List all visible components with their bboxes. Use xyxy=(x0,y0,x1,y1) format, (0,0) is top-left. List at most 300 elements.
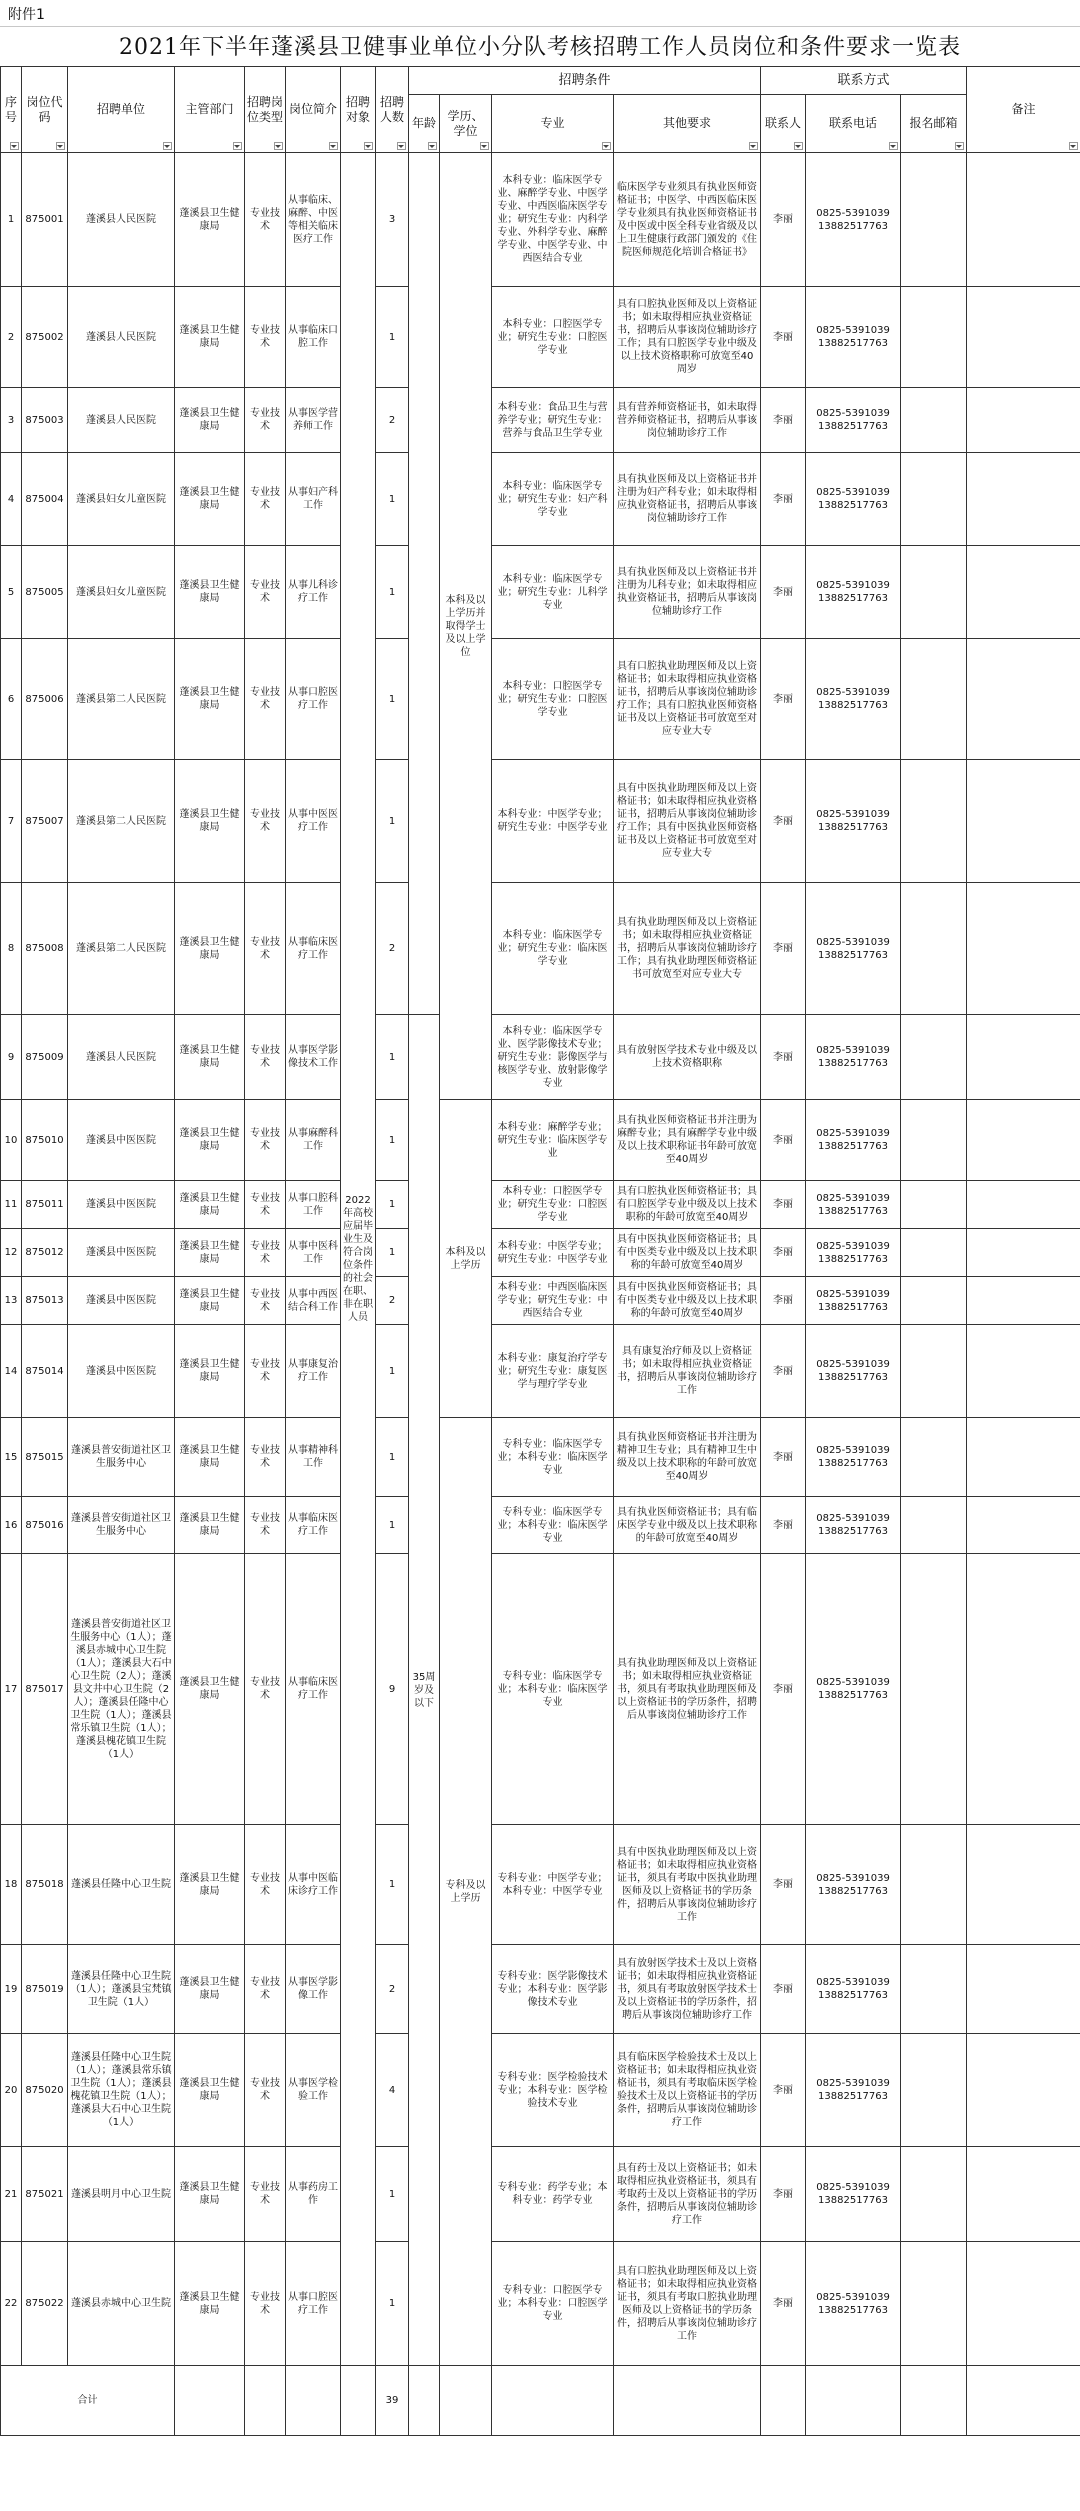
cell-position-type: 专业技术 xyxy=(245,546,286,639)
cell-number: 1 xyxy=(376,2147,409,2242)
cell-seq: 16 xyxy=(1,1497,22,1554)
table-row xyxy=(1,287,1080,388)
table-row xyxy=(1,1825,1080,1945)
cell-unit: 蓬溪县第二人民医院 xyxy=(68,883,175,1015)
phone-landline: 0825-5391039 xyxy=(816,1288,890,1300)
cell-major: 专科专业：临床医学专业；本科专业：临床医学专业 xyxy=(492,1554,614,1825)
cell-position-type: 专业技术 xyxy=(245,1945,286,2034)
cell-position-intro: 从事医学影像工作 xyxy=(286,1945,341,2034)
cell-target: 2022年高校应届毕业生及符合岗位条件的社会在职、非在职人员 xyxy=(341,153,376,2366)
cell-other-requirements: 具有执业医师资格证书并注册为精神卫生专业；具有精神卫生中级及以上技术职称的年龄可放宽至40周岁 xyxy=(614,1418,761,1497)
cell-email xyxy=(901,546,967,639)
cell-seq: 8 xyxy=(1,883,22,1015)
table-row xyxy=(1,453,1080,546)
phone-landline: 0825-5391039 xyxy=(816,408,890,419)
cell-major: 本科专业：口腔医学专业；研究生专业：口腔医学专业 xyxy=(492,287,614,388)
cell-dept: 蓬溪县卫生健康局 xyxy=(175,2242,245,2366)
cell-major: 专科专业：临床医学专业；本科专业：临床医学专业 xyxy=(492,1497,614,1554)
cell-contact-person: 李丽 xyxy=(761,1181,806,1229)
cell-dept: 蓬溪县卫生健康局 xyxy=(175,639,245,760)
cell-position-intro: 从事临床医疗工作 xyxy=(286,1497,341,1554)
header-education[interactable]: 学历、学位 xyxy=(440,95,492,153)
cell-unit: 蓬溪县任隆中心卫生院 xyxy=(68,1825,175,1945)
cell-major: 专科专业：医学影像技术专业；本科专业：医学影像技术专业 xyxy=(492,1945,614,2034)
cell-contact-person: 李丽 xyxy=(761,2147,806,2242)
cell-major: 专科专业：口腔医学专业；本科专业：口腔医学专业 xyxy=(492,2242,614,2366)
cell-other-requirements: 具有执业医师资格证书；具有临床医学专业中级及以上技术职称的年龄可放宽至40周岁 xyxy=(614,1497,761,1554)
cell-unit: 蓬溪县任隆中心卫生院（1人）；蓬溪县常乐镇卫生院（1人）；蓬溪县槐花镇卫生院（1人）；蓬溪县大石中心卫生院（1人） xyxy=(68,2034,175,2147)
cell-number: 1 xyxy=(376,287,409,388)
phone-mobile: 13882517763 xyxy=(818,1141,889,1152)
cell-seq: 12 xyxy=(1,1229,22,1277)
header-seq[interactable]: 序号 xyxy=(1,67,22,153)
cell-position-type: 专业技术 xyxy=(245,1825,286,1945)
cell-email xyxy=(901,287,967,388)
phone-landline: 0825-5391039 xyxy=(816,1677,890,1688)
cell-position-intro: 从事中西医结合科工作 xyxy=(286,1277,341,1325)
phone-mobile: 13882517763 xyxy=(818,1885,889,1897)
cell-other-requirements: 具有放射医学技术专业中级及以上技术资格职称 xyxy=(614,1015,761,1100)
table-row xyxy=(1,2034,1080,2147)
cell-position-intro: 从事医学营养师工作 xyxy=(286,388,341,453)
cell-remark xyxy=(967,388,1080,453)
cell-phone xyxy=(806,388,901,453)
phone-mobile: 13882517763 xyxy=(818,220,889,232)
cell-code: 875013 xyxy=(22,1277,68,1325)
header-phone[interactable]: 联系电话 xyxy=(806,95,901,153)
cell-code: 875018 xyxy=(22,1825,68,1945)
cell-contact-person: 李丽 xyxy=(761,2034,806,2147)
cell-email xyxy=(901,1229,967,1277)
cell-seq: 19 xyxy=(1,1945,22,2034)
cell-dept: 蓬溪县卫生健康局 xyxy=(175,2147,245,2242)
cell-code: 875012 xyxy=(22,1229,68,1277)
cell-contact-person: 李丽 xyxy=(761,883,806,1015)
cell-email xyxy=(901,1554,967,1825)
cell-contact-person: 李丽 xyxy=(761,546,806,639)
cell-major: 本科专业：麻醉学专业；研究生专业：临床医学专业 xyxy=(492,1100,614,1181)
cell-remark xyxy=(967,287,1080,388)
header-contact: 联系方式 xyxy=(761,67,967,95)
cell-remark xyxy=(967,1100,1080,1181)
phone-mobile: 13882517763 xyxy=(818,338,889,349)
cell-unit: 蓬溪县赤城中心卫生院 xyxy=(68,2242,175,2366)
cell-email xyxy=(901,639,967,760)
cell-other-requirements: 具有执业医师及以上资格证书并注册为妇产科专业；如未取得相应执业资格证书，招聘后从事该岗位辅助诊疗工作 xyxy=(614,453,761,546)
cell-number: 1 xyxy=(376,760,409,883)
cell-contact-person: 李丽 xyxy=(761,453,806,546)
cell-number: 1 xyxy=(376,1418,409,1497)
attachment-label: 附件1 xyxy=(8,7,45,23)
cell-major: 本科专业：中医学专业；研究生专业：中医学专业 xyxy=(492,760,614,883)
cell-position-intro: 从事麻醉科工作 xyxy=(286,1100,341,1181)
cell-unit: 蓬溪县中医医院 xyxy=(68,1277,175,1325)
cell-email xyxy=(901,1277,967,1325)
cell-dept: 蓬溪县卫生健康局 xyxy=(175,453,245,546)
phone-mobile: 13882517763 xyxy=(818,593,889,604)
cell-contact-person: 李丽 xyxy=(761,287,806,388)
header-other[interactable]: 其他要求 xyxy=(614,95,761,153)
cell-major: 本科专业：临床医学专业、麻醉学专业、中医学专业、中西医临床医学专业；研究生专业：内科学专业、外科学专业、麻醉学专业、中医学专业、中西医结合专业 xyxy=(492,153,614,287)
total-empty xyxy=(286,2366,341,2436)
cell-unit: 蓬溪县人民医院 xyxy=(68,1015,175,1100)
cell-email xyxy=(901,2242,967,2366)
cell-seq: 20 xyxy=(1,2034,22,2147)
cell-seq: 14 xyxy=(1,1325,22,1418)
cell-contact-person: 李丽 xyxy=(761,1825,806,1945)
cell-code: 875016 xyxy=(22,1497,68,1554)
cell-number: 1 xyxy=(376,2242,409,2366)
cell-unit: 蓬溪县普安街道社区卫生服务中心 xyxy=(68,1418,175,1497)
cell-dept: 蓬溪县卫生健康局 xyxy=(175,1100,245,1181)
phone-landline: 0825-5391039 xyxy=(816,687,890,698)
cell-number: 1 xyxy=(376,1181,409,1229)
total-empty xyxy=(175,2366,245,2436)
cell-position-type: 专业技术 xyxy=(245,1100,286,1181)
table-row xyxy=(1,2242,1080,2366)
cell-unit: 蓬溪县人民医院 xyxy=(68,388,175,453)
phone-landline: 0825-5391039 xyxy=(816,1977,890,1988)
cell-position-intro: 从事临床医疗工作 xyxy=(286,1554,341,1825)
cell-unit: 蓬溪县中医医院 xyxy=(68,1229,175,1277)
cell-unit: 蓬溪县妇女儿童医院 xyxy=(68,546,175,639)
cell-seq: 6 xyxy=(1,639,22,760)
cell-code: 875022 xyxy=(22,2242,68,2366)
cell-position-type: 专业技术 xyxy=(245,639,286,760)
cell-remark xyxy=(967,546,1080,639)
cell-remark xyxy=(967,1181,1080,1229)
phone-mobile: 13882517763 xyxy=(818,1526,889,1537)
total-empty xyxy=(761,2366,806,2436)
cell-unit: 蓬溪县妇女儿童医院 xyxy=(68,453,175,546)
cell-dept: 蓬溪县卫生健康局 xyxy=(175,760,245,883)
phone-landline: 0825-5391039 xyxy=(816,1445,890,1456)
cell-code: 875015 xyxy=(22,1418,68,1497)
header-target[interactable]: 招聘对象 xyxy=(341,67,376,153)
cell-phone xyxy=(806,2034,901,2147)
cell-seq: 3 xyxy=(1,388,22,453)
cell-code: 875021 xyxy=(22,2147,68,2242)
cell-number: 2 xyxy=(376,1945,409,2034)
total-empty xyxy=(614,2366,761,2436)
cell-number: 1 xyxy=(376,1825,409,1945)
header-position-intro[interactable]: 岗位简介 xyxy=(286,67,341,153)
cell-other-requirements: 具有口腔执业医师及以上资格证书；如未取得相应执业资格证书，招聘后从事该岗位辅助诊疗工作；具有口腔医学专业中级及以上技术资格职称可放宽至40周岁 xyxy=(614,287,761,388)
cell-code: 875010 xyxy=(22,1100,68,1181)
phone-landline: 0825-5391039 xyxy=(816,936,890,948)
cell-major: 本科专业：食品卫生与营养学专业；研究生专业：营养与食品卫生学专业 xyxy=(492,388,614,453)
cell-phone xyxy=(806,1100,901,1181)
cell-number: 2 xyxy=(376,388,409,453)
cell-position-intro: 从事康复治疗工作 xyxy=(286,1325,341,1418)
phone-mobile: 13882517763 xyxy=(818,949,889,961)
header-unit[interactable]: 招聘单位 xyxy=(68,67,175,153)
cell-dept: 蓬溪县卫生健康局 xyxy=(175,1229,245,1277)
header-email[interactable]: 报名邮箱 xyxy=(901,95,967,153)
cell-remark xyxy=(967,2034,1080,2147)
header-age[interactable]: 年龄 xyxy=(409,95,440,153)
cell-age xyxy=(409,153,440,1015)
cell-position-intro: 从事中医科工作 xyxy=(286,1229,341,1277)
cell-position-type: 专业技术 xyxy=(245,1325,286,1418)
phone-mobile: 13882517763 xyxy=(818,700,889,711)
phone-landline: 0825-5391039 xyxy=(816,1359,890,1370)
total-empty xyxy=(409,2366,440,2436)
cell-phone xyxy=(806,453,901,546)
phone-landline: 0825-5391039 xyxy=(816,2182,890,2193)
phone-landline: 0825-5391039 xyxy=(816,2291,890,2303)
cell-major: 专科专业：中医学专业；本科专业：中医学专业 xyxy=(492,1825,614,1945)
table-row xyxy=(1,760,1080,883)
phone-mobile: 13882517763 xyxy=(818,1372,889,1383)
cell-seq: 10 xyxy=(1,1100,22,1181)
total-empty xyxy=(341,2366,376,2436)
cell-remark xyxy=(967,1554,1080,1825)
cell-contact-person: 李丽 xyxy=(761,1418,806,1497)
cell-phone xyxy=(806,1945,901,2034)
sheet-topbar xyxy=(0,0,1080,27)
cell-seq: 22 xyxy=(1,2242,22,2366)
cell-code: 875006 xyxy=(22,639,68,760)
cell-position-intro: 从事医学影像技术工作 xyxy=(286,1015,341,1100)
cell-position-type: 专业技术 xyxy=(245,287,286,388)
cell-code: 875014 xyxy=(22,1325,68,1418)
cell-position-type: 专业技术 xyxy=(245,760,286,883)
cell-position-type: 专业技术 xyxy=(245,2034,286,2147)
phone-mobile: 13882517763 xyxy=(818,1990,889,2001)
cell-other-requirements: 具有口腔执业助理医师及以上资格证书；如未取得相应执业资格证书，招聘后从事该岗位辅助诊疗工作；具有口腔执业医师资格证书及以上资格证书可放宽至对应专业大专 xyxy=(614,639,761,760)
cell-position-intro: 从事儿科诊疗工作 xyxy=(286,546,341,639)
cell-phone xyxy=(806,2147,901,2242)
phone-mobile: 13882517763 xyxy=(818,1458,889,1469)
cell-contact-person: 李丽 xyxy=(761,1554,806,1825)
total-empty xyxy=(901,2366,967,2436)
phone-mobile: 13882517763 xyxy=(818,500,889,511)
cell-remark xyxy=(967,1325,1080,1418)
cell-number: 1 xyxy=(376,639,409,760)
table-row xyxy=(1,1325,1080,1418)
cell-major: 专科专业：医学检验技术专业；本科专业：医学检验技术专业 xyxy=(492,2034,614,2147)
phone-mobile: 13882517763 xyxy=(818,2195,889,2206)
cell-email xyxy=(901,388,967,453)
phone-mobile: 13882517763 xyxy=(818,2091,889,2102)
header-major[interactable]: 专业 xyxy=(492,95,614,153)
table-row xyxy=(1,1418,1080,1497)
cell-email xyxy=(901,153,967,287)
table-row xyxy=(1,1015,1080,1100)
cell-seq: 17 xyxy=(1,1554,22,1825)
cell-contact-person: 李丽 xyxy=(761,1015,806,1100)
cell-position-intro: 从事口腔科工作 xyxy=(286,1181,341,1229)
cell-major: 本科专业：临床医学专业；研究生专业：临床医学专业 xyxy=(492,883,614,1015)
phone-landline: 0825-5391039 xyxy=(816,809,890,820)
cell-major: 本科专业：口腔医学专业；研究生专业：口腔医学专业 xyxy=(492,639,614,760)
cell-major: 本科专业：口腔医学专业；研究生专业：口腔医学专业 xyxy=(492,1181,614,1229)
cell-dept: 蓬溪县卫生健康局 xyxy=(175,1825,245,1945)
header-position-type[interactable]: 招聘岗位类型 xyxy=(245,67,286,153)
cell-code: 875020 xyxy=(22,2034,68,2147)
cell-position-intro: 从事精神科工作 xyxy=(286,1418,341,1497)
cell-code: 875011 xyxy=(22,1181,68,1229)
phone-landline: 0825-5391039 xyxy=(816,1128,890,1139)
cell-position-intro: 从事药房工作 xyxy=(286,2147,341,2242)
cell-major: 本科专业：临床医学专业；研究生专业：妇产科学专业 xyxy=(492,453,614,546)
cell-email xyxy=(901,1015,967,1100)
cell-remark xyxy=(967,1418,1080,1497)
cell-code: 875005 xyxy=(22,546,68,639)
cell-dept: 蓬溪县卫生健康局 xyxy=(175,1325,245,1418)
cell-seq: 1 xyxy=(1,153,22,287)
cell-education: 本科及以上学历并取得学士及以上学位 xyxy=(440,153,492,1100)
cell-email xyxy=(901,2147,967,2242)
cell-phone xyxy=(806,546,901,639)
cell-remark xyxy=(967,1229,1080,1277)
cell-dept: 蓬溪县卫生健康局 xyxy=(175,1015,245,1100)
cell-unit: 蓬溪县第二人民医院 xyxy=(68,639,175,760)
table-row xyxy=(1,1229,1080,1277)
cell-remark xyxy=(967,883,1080,1015)
cell-email xyxy=(901,1181,967,1229)
cell-major: 专科专业：临床医学专业；本科专业：临床医学专业 xyxy=(492,1418,614,1497)
cell-number: 1 xyxy=(376,1100,409,1181)
cell-remark xyxy=(967,1945,1080,2034)
cell-remark xyxy=(967,1825,1080,1945)
cell-code: 875008 xyxy=(22,883,68,1015)
cell-position-type: 专业技术 xyxy=(245,2147,286,2242)
cell-other-requirements: 具有执业医师资格证书并注册为麻醉专业；具有麻醉学专业中级及以上技术职称证书年龄可放宽至40周岁 xyxy=(614,1100,761,1181)
cell-age: 35周岁及以下 xyxy=(409,1015,440,2366)
cell-education: 本科及以上学历 xyxy=(440,1100,492,1418)
cell-position-intro: 从事医学检验工作 xyxy=(286,2034,341,2147)
cell-position-type: 专业技术 xyxy=(245,1181,286,1229)
cell-seq: 18 xyxy=(1,1825,22,1945)
header-code[interactable]: 岗位代码 xyxy=(22,67,68,153)
cell-unit: 蓬溪县任隆中心卫生院（1人）；蓬溪县宝梵镇卫生院（1人） xyxy=(68,1945,175,2034)
cell-position-type: 专业技术 xyxy=(245,1497,286,1554)
cell-code: 875003 xyxy=(22,388,68,453)
total-row xyxy=(1,2366,1080,2436)
phone-landline: 0825-5391039 xyxy=(816,1240,890,1252)
cell-contact-person: 李丽 xyxy=(761,1325,806,1418)
table-row xyxy=(1,639,1080,760)
phone-landline: 0825-5391039 xyxy=(816,1872,890,1884)
cell-phone xyxy=(806,287,901,388)
table-row xyxy=(1,546,1080,639)
cell-position-intro: 从事中医医疗工作 xyxy=(286,760,341,883)
cell-remark xyxy=(967,453,1080,546)
cell-seq: 11 xyxy=(1,1181,22,1229)
cell-remark xyxy=(967,639,1080,760)
cell-education: 专科及以上学历 xyxy=(440,1418,492,2366)
cell-contact-person: 李丽 xyxy=(761,388,806,453)
table-row xyxy=(1,1181,1080,1229)
header-remark[interactable]: 备注 xyxy=(967,67,1080,153)
cell-unit: 蓬溪县明月中心卫生院 xyxy=(68,2147,175,2242)
cell-unit: 蓬溪县中医医院 xyxy=(68,1100,175,1181)
cell-email xyxy=(901,883,967,1015)
cell-major: 本科专业：康复治疗学专业；研究生专业：康复医学与理疗学专业 xyxy=(492,1325,614,1418)
cell-unit: 蓬溪县人民医院 xyxy=(68,287,175,388)
phone-landline: 0825-5391039 xyxy=(816,207,890,219)
cell-email xyxy=(901,1945,967,2034)
cell-position-intro: 从事妇产科工作 xyxy=(286,453,341,546)
cell-phone xyxy=(806,1181,901,1229)
cell-dept: 蓬溪县卫生健康局 xyxy=(175,287,245,388)
cell-email xyxy=(901,1497,967,1554)
table-row xyxy=(1,1100,1080,1181)
cell-unit: 蓬溪县普安街道社区卫生服务中心 xyxy=(68,1497,175,1554)
cell-unit: 蓬溪县普安街道社区卫生服务中心（1人）；蓬溪县赤城中心卫生院（1人）；蓬溪县大石中心卫生院（2人）；蓬溪县文井中心卫生院（2人）；蓬溪县任隆中心卫生院（1人）；蓬溪县常乐镇卫生院（1人）；蓬溪县槐花镇卫生院（1人） xyxy=(68,1554,175,1825)
cell-position-type: 专业技术 xyxy=(245,1554,286,1825)
cell-position-intro: 从事临床口腔工作 xyxy=(286,287,341,388)
cell-contact-person: 李丽 xyxy=(761,2242,806,2366)
cell-position-type: 专业技术 xyxy=(245,153,286,287)
total-label: 合计 xyxy=(1,2366,175,2436)
cell-position-type: 专业技术 xyxy=(245,1015,286,1100)
cell-position-type: 专业技术 xyxy=(245,1418,286,1497)
cell-code: 875007 xyxy=(22,760,68,883)
table-row xyxy=(1,2147,1080,2242)
cell-position-type: 专业技术 xyxy=(245,2242,286,2366)
cell-number: 4 xyxy=(376,2034,409,2147)
cell-number: 1 xyxy=(376,1229,409,1277)
phone-mobile: 13882517763 xyxy=(818,421,889,432)
cell-code: 875001 xyxy=(22,153,68,287)
phone-mobile: 13882517763 xyxy=(818,1058,889,1069)
cell-contact-person: 李丽 xyxy=(761,1229,806,1277)
cell-email xyxy=(901,2034,967,2147)
cell-phone xyxy=(806,760,901,883)
cell-other-requirements: 具有中医执业医师资格证书；具有中医类专业中级及以上技术职称的年龄可放宽至40周岁 xyxy=(614,1277,761,1325)
cell-remark xyxy=(967,1497,1080,1554)
header-number[interactable]: 招聘人数 xyxy=(376,67,409,153)
table-row xyxy=(1,153,1080,287)
phone-landline: 0825-5391039 xyxy=(816,2078,890,2089)
cell-contact-person: 李丽 xyxy=(761,153,806,287)
cell-seq: 9 xyxy=(1,1015,22,1100)
cell-phone xyxy=(806,883,901,1015)
cell-phone xyxy=(806,1497,901,1554)
cell-position-intro: 从事临床医疗工作 xyxy=(286,883,341,1015)
header-dept[interactable]: 主管部门 xyxy=(175,67,245,153)
cell-number: 1 xyxy=(376,1015,409,1100)
total-empty xyxy=(440,2366,492,2436)
cell-number: 9 xyxy=(376,1554,409,1825)
phone-mobile: 13882517763 xyxy=(818,1690,889,1701)
table-row xyxy=(1,1497,1080,1554)
header-person[interactable]: 联系人 xyxy=(761,95,806,153)
cell-position-intro: 从事口腔医疗工作 xyxy=(286,2242,341,2366)
table-row xyxy=(1,388,1080,453)
cell-dept: 蓬溪县卫生健康局 xyxy=(175,1497,245,1554)
cell-remark xyxy=(967,153,1080,287)
cell-number: 3 xyxy=(376,153,409,287)
cell-phone xyxy=(806,2242,901,2366)
cell-email xyxy=(901,760,967,883)
cell-email xyxy=(901,1418,967,1497)
cell-other-requirements: 具有执业助理医师及以上资格证书；如未取得相应执业资格证书，招聘后从事该岗位辅助诊疗工作；具有执业助理医师资格证书可放宽至对应专业大专 xyxy=(614,883,761,1015)
phone-mobile: 13882517763 xyxy=(818,1301,889,1313)
cell-other-requirements: 具有口腔执业助理医师及以上资格证书；如未取得相应执业资格证书，须具有考取口腔执业助理医师及以上资格证书的学历条件，招聘后从事该岗位辅助诊疗工作 xyxy=(614,2242,761,2366)
cell-other-requirements: 具有中医执业助理医师及以上资格证书；如未取得相应执业资格证书，须具有考取中医执业助理医师及以上资格证书的学历条件，招聘后从事该岗位辅助诊疗工作 xyxy=(614,1825,761,1945)
cell-position-type: 专业技术 xyxy=(245,388,286,453)
cell-contact-person: 李丽 xyxy=(761,760,806,883)
cell-other-requirements: 具有执业医师及以上资格证书并注册为儿科专业；如未取得相应执业资格证书，招聘后从事该岗位辅助诊疗工作 xyxy=(614,546,761,639)
cell-major: 本科专业：中医学专业；研究生专业：中医学专业 xyxy=(492,1229,614,1277)
phone-mobile: 13882517763 xyxy=(818,2304,889,2316)
cell-other-requirements: 具有康复治疗师及以上资格证书；如未取得相应执业资格证书，招聘后从事该岗位辅助诊疗工作 xyxy=(614,1325,761,1418)
cell-contact-person: 李丽 xyxy=(761,639,806,760)
